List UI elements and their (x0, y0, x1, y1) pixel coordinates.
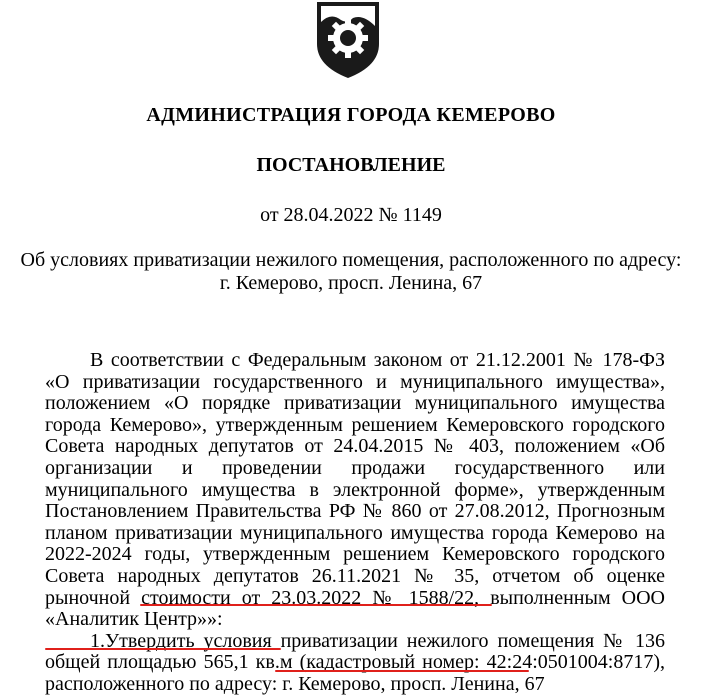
annotation-underline (275, 670, 529, 672)
subject-line-1: Об условиях приватизации нежилого помещения, расположенного по адресу: (20, 249, 682, 271)
document-date-number: от 28.04.2022 № 1149 (260, 204, 442, 226)
authority-title: АДМИНИСТРАЦИЯ ГОРОДА КЕМЕРОВО (146, 104, 556, 126)
preamble-paragraph: В соответствии с Федеральным законом от 21.12.2001 № 178-ФЗ «О приватизации государственного и муниципального имущества», положением «О порядке приватизации муниципального имущества города Кемерово», утвержденным решением Кемеровского городского Совета народных депутатов от 24.04.2015 № 403, положением «Об организации и проведении продажи государственного или муниципального имущества в электронной форме», утвержденным Постановлением Правительства РФ № 860 от 27.08.2012, Прогнозным планом приватизации муниципального имущества города Кемерово на 2022-2024 годы, утвержденным решением Кемеровского городского Совета народных депутатов 26.11.2021 № 35, отчетом об оценке рыночной стоимости от 23.03.2022 № 1588/22, выполненным ООО «Аналитик Центр»»: (45, 349, 665, 631)
clause-1-paragraph: 1.Утвердить условия приватизации нежилого помещения № 136 общей площадью 565,1 кв.м (кадастровый номер: 42:24:0501004:8717), расположенного по адресу: г. Кемерово, просп. Ленина, 67 (45, 629, 665, 695)
kemerovo-coat-of-arms-icon (313, 0, 383, 80)
annotation-underline (45, 648, 281, 650)
document-body (45, 350, 665, 696)
document-type: ПОСТАНОВЛЕНИЕ (256, 154, 446, 176)
subject-line-2: г. Кемерово, просп. Ленина, 67 (219, 272, 483, 294)
document-subject (0, 249, 702, 295)
annotation-underline (140, 604, 492, 606)
